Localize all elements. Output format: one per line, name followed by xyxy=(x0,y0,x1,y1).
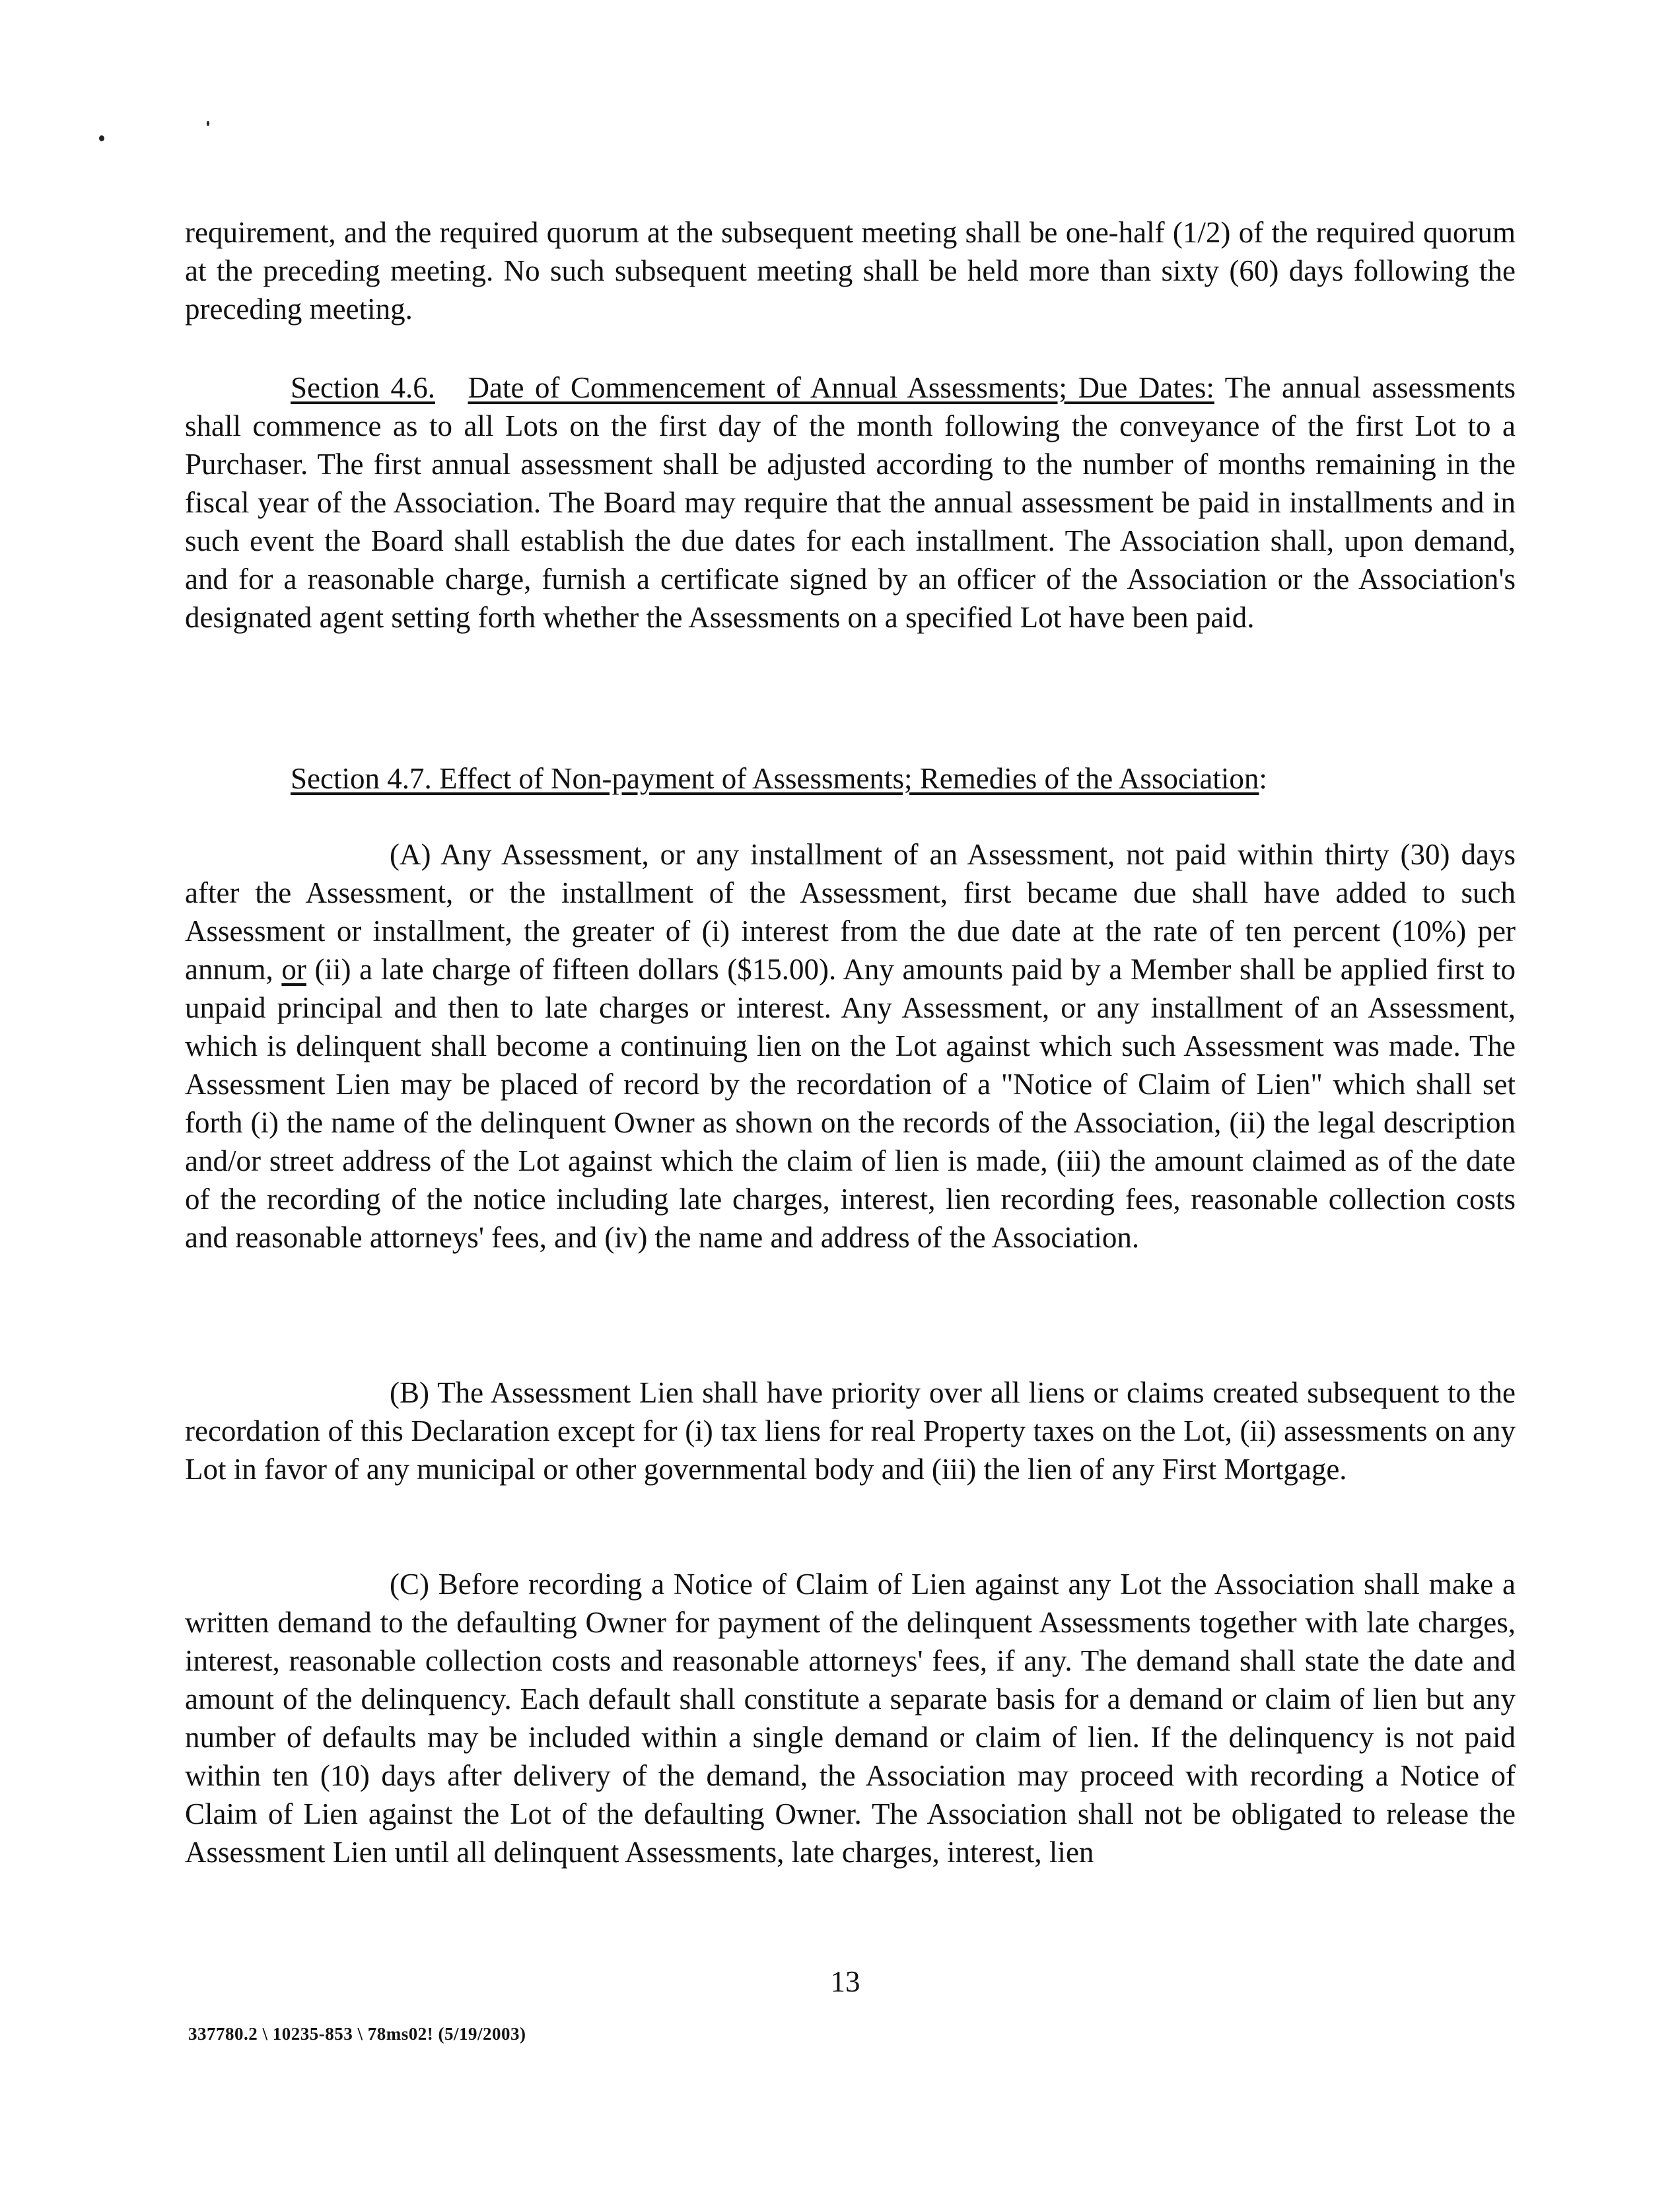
section-4-6-number: Section 4.6. xyxy=(291,371,435,404)
continued-paragraph: requirement, and the required quorum at the subsequent meeting shall be one-half (1/2) of the required quorum at the preceding meeting. No such subsequent meeting shall be held more than sixty (60) days following the preceding meeting. xyxy=(185,216,1516,326)
section-4-6-paragraph xyxy=(185,368,1516,637)
section-4-7-heading xyxy=(185,759,1516,798)
paragraph-a-part-1: (A) Any Assessment, or any installment of an Assessment, not paid within thirty (30) days after the Assessment, or the installment of the Assessment, first became due shall have added to such Assessment or installment, the greater of (i) interest from the due date at the rate of ten percent (10%) per annum, xyxy=(185,838,1516,986)
document-id: 337780.2 \ 10235-853 \ 78ms02! (5/19/2003) xyxy=(188,2024,526,2044)
section-4-6-title: Date of Commencement of Annual Assessments; Due Dates: xyxy=(468,371,1214,404)
section-4-7-paragraph-a xyxy=(185,835,1516,1257)
section-4-7-title: Section 4.7. Effect of Non-payment of Assessments; Remedies of the Association xyxy=(291,762,1259,795)
page-number: 13 xyxy=(830,1965,860,1998)
section-4-7-paragraph-b: (B) The Assessment Lien shall have priority over all liens or claims created subsequent to the recordation of this Declaration except for (i) tax liens for real Property taxes on the Lot, (ii) assessments on any Lot in favor of any municipal or other governmental body and (iii) the lien of any First Mortgage. xyxy=(185,1376,1516,1486)
section-4-6-body: The annual assessments shall commence as to all Lots on the first day of the month following the conveyance of the first Lot to a Purchaser. The first annual assessment shall be adjusted according to the number of months remaining in the fiscal year of the Association. The Board may require that the annual assessment be paid in installments and in such event the Board shall establish the due dates for each installment. The Association shall, upon demand, and for a reasonable charge, furnish a certificate signed by an officer of the Association or the Association's designated agent setting forth whether the Assessments on a specified Lot have been paid. xyxy=(185,371,1516,634)
scan-speck xyxy=(99,135,104,141)
paragraph-a-or: or xyxy=(281,953,306,986)
paragraph-a-part-2: (ii) a late charge of fifteen dollars ($15.00). Any amounts paid by a Member shall be applied first to unpaid principal and then to late charges or interest. Any Assessment, or any installment of an Assessment, which is delinquent shall become a continuing lien on the Lot against which such Assessment was made. The Assessment Lien may be placed of record by the recordation of a "Notice of Claim of Lien" which shall set forth (i) the name of the delinquent Owner as shown on the records of the Association, (ii) the legal description and/or street address of the Lot against which the claim of lien is made, (iii) the amount claimed as of the date of the recording of the notice including late charges, interest, lien recording fees, reasonable collection costs and reasonable attorneys' fees, and (iv) the name and address of the Association. xyxy=(185,953,1516,1254)
section-4-7-paragraph-c: (C) Before recording a Notice of Claim of Lien against any Lot the Association shall make a written demand to the defaulting Owner for payment of the delinquent Assessments together with late charges, interest, reasonable collection costs and reasonable attorneys' fees, if any. The demand shall state the date and amount of the delinquency. Each default shall constitute a separate basis for a demand or claim of lien but any number of defaults may be included within a single demand or claim of lien. If the delinquency is not paid within ten (10) days after delivery of the demand, the Association may proceed with recording a Notice of Claim of Lien against the Lot of the defaulting Owner. The Association shall not be obligated to release the Assessment Lien until all delinquent Assessments, late charges, interest, lien xyxy=(185,1568,1516,1869)
section-4-7-colon: : xyxy=(1259,762,1267,795)
scan-speck xyxy=(207,121,209,126)
